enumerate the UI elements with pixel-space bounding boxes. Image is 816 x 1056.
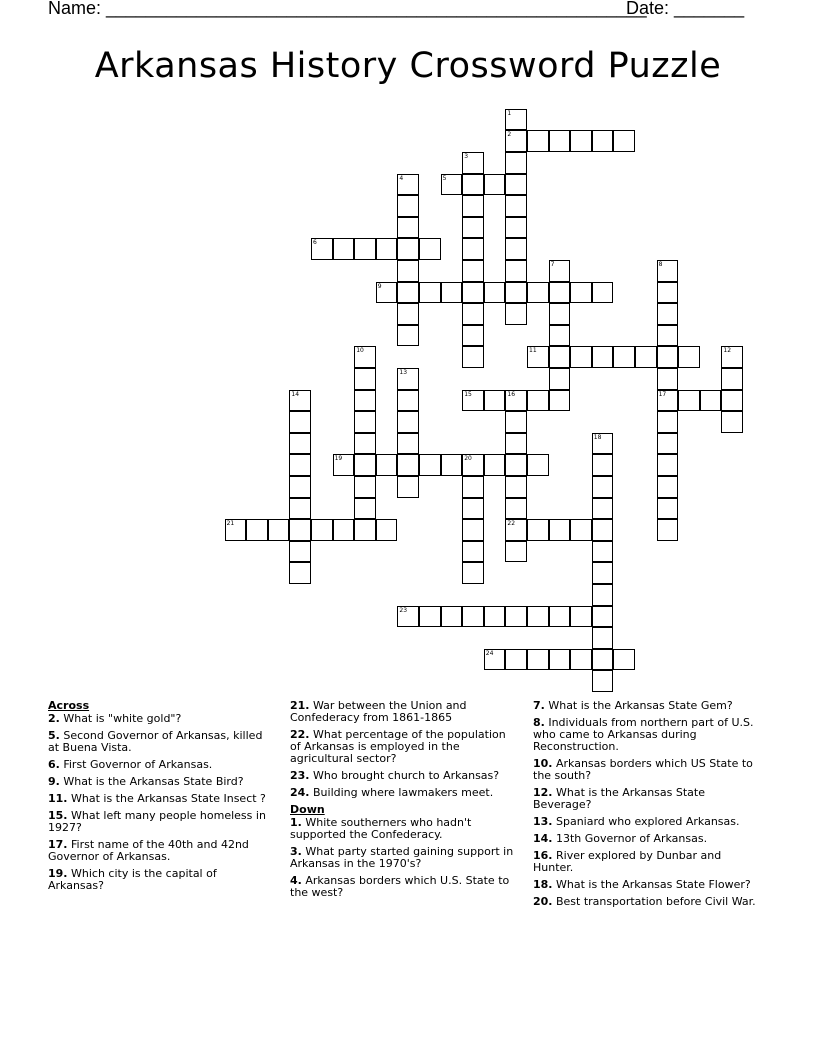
clue-item-text: What percentage of the population of Arkansas is employed in the agricultural sector? [290, 728, 506, 765]
grid-cell[interactable] [354, 519, 376, 541]
clue-number: 3 [464, 153, 469, 160]
grid-cell[interactable] [397, 476, 419, 498]
clue-number: 20 [464, 455, 472, 463]
clue-item-number: 23. [290, 769, 310, 782]
grid-cell[interactable] [570, 346, 592, 368]
grid-cell[interactable] [505, 303, 527, 325]
clue-item-number: 6. [48, 758, 60, 771]
clue-item [290, 700, 518, 724]
grid-cell[interactable] [505, 411, 527, 433]
grid-cell[interactable] [657, 282, 679, 304]
grid-cell[interactable] [657, 433, 679, 455]
clue-item [290, 729, 518, 765]
clue-item-text: What is the Arkansas State Insect ? [67, 792, 266, 805]
clue-item-text: Best transportation before Civil War. [552, 895, 756, 908]
clue-item-text: Who brought church to Arkansas? [309, 769, 500, 782]
grid-cell[interactable] [592, 649, 614, 671]
clue-item [533, 879, 759, 891]
grid-cell[interactable] [462, 217, 484, 239]
clue-item [290, 787, 518, 799]
grid-cell[interactable] [462, 282, 484, 304]
grid-cell[interactable] [354, 368, 376, 390]
grid-cell[interactable] [657, 390, 679, 412]
clue-number: 18 [593, 433, 602, 441]
grid-cell[interactable] [268, 519, 290, 541]
grid-cell[interactable] [549, 260, 571, 282]
clue-number: 12 [723, 347, 732, 355]
grid-cell[interactable] [333, 454, 355, 476]
clue-item-number: 5. [48, 729, 60, 742]
clue-item [48, 713, 274, 725]
grid-cell[interactable] [397, 174, 419, 196]
grid-cell[interactable] [462, 152, 484, 174]
clue-item-number: 1. [290, 816, 302, 829]
grid-cell[interactable] [484, 174, 506, 196]
grid-cell[interactable] [613, 346, 635, 368]
clue-item [533, 850, 759, 874]
grid-cell[interactable] [549, 130, 571, 152]
grid-cell[interactable] [354, 498, 376, 520]
grid-cell[interactable] [592, 562, 614, 584]
grid-cell[interactable] [570, 130, 592, 152]
grid-cell[interactable] [419, 454, 441, 476]
grid-cell[interactable] [592, 282, 614, 304]
grid-cell[interactable] [462, 390, 484, 412]
grid-cell[interactable] [635, 346, 657, 368]
grid-cell[interactable] [505, 649, 527, 671]
grid-cell[interactable] [527, 606, 549, 628]
grid-cell[interactable] [397, 303, 419, 325]
grid-cell[interactable] [419, 282, 441, 304]
clue-number: 23 [399, 606, 408, 614]
grid-cell[interactable] [289, 390, 311, 412]
grid-cell[interactable] [289, 519, 311, 541]
grid-cell[interactable] [505, 606, 527, 628]
down-clue-list [290, 817, 518, 899]
grid-cell[interactable] [397, 260, 419, 282]
clue-item-text: Arkansas borders which US State to the south? [533, 757, 753, 782]
clue-item-number: 11. [48, 792, 68, 805]
grid-cell[interactable] [505, 498, 527, 520]
grid-cell[interactable] [441, 606, 463, 628]
clue-item-text: What is the Arkansas State Beverage? [533, 786, 705, 811]
grid-cell[interactable] [462, 454, 484, 476]
grid-cell[interactable] [505, 152, 527, 174]
grid-cell[interactable] [549, 606, 571, 628]
clue-number: 10 [356, 347, 364, 355]
grid-cell[interactable] [397, 282, 419, 304]
grid-cell[interactable] [397, 195, 419, 217]
grid-cell[interactable] [505, 238, 527, 260]
clue-item [48, 810, 274, 834]
grid-cell[interactable] [462, 238, 484, 260]
grid-cell[interactable] [376, 454, 398, 476]
grid-cell[interactable] [592, 130, 614, 152]
grid-cell[interactable] [376, 238, 398, 260]
grid-cell[interactable] [678, 346, 700, 368]
clue-item-number: 18. [533, 878, 553, 891]
grid-cell[interactable] [592, 606, 614, 628]
grid-cell[interactable] [657, 346, 679, 368]
clue-item-text: What is "white gold"? [59, 712, 182, 725]
clue-item-text: 13th Governor of Arkansas. [552, 832, 708, 845]
clue-item-number: 20. [533, 895, 553, 908]
clue-item [533, 700, 759, 712]
grid-cell[interactable] [549, 368, 571, 390]
page-title: Arkansas History Crossword Puzzle [94, 46, 722, 86]
clue-item-number: 16. [533, 849, 553, 862]
grid-cell[interactable] [354, 238, 376, 260]
clue-item [48, 839, 274, 863]
clue-item-text: What is the Arkansas State Gem? [544, 699, 733, 712]
grid-cell[interactable] [354, 433, 376, 455]
grid-cell[interactable] [505, 433, 527, 455]
grid-cell[interactable] [419, 606, 441, 628]
grid-cell[interactable] [397, 433, 419, 455]
grid-cell[interactable] [527, 282, 549, 304]
date-field-label[interactable]: Date: _______ [626, 0, 745, 18]
clue-number: 16 [507, 390, 516, 398]
grid-cell[interactable] [505, 130, 527, 152]
grid-cell[interactable] [657, 368, 679, 390]
grid-cell[interactable] [289, 562, 311, 584]
clue-item-number: 9. [48, 775, 60, 788]
grid-cell[interactable] [505, 519, 527, 541]
grid-cell[interactable] [289, 454, 311, 476]
across-clue-list [48, 713, 274, 892]
grid-cell[interactable] [397, 217, 419, 239]
grid-cell[interactable] [527, 649, 549, 671]
clue-number: 6 [313, 239, 317, 247]
across-heading: Across [48, 699, 90, 712]
grid-cell[interactable] [484, 454, 506, 476]
clue-number: 21 [226, 520, 235, 528]
clue-item-number: 13. [533, 815, 553, 828]
grid-cell[interactable] [397, 368, 419, 390]
clue-item-number: 3. [290, 845, 302, 858]
grid-cell[interactable] [397, 238, 419, 260]
clue-item-number: 22. [290, 728, 310, 741]
grid-cell[interactable] [462, 174, 484, 196]
grid-cell[interactable] [721, 346, 743, 368]
grid-cell[interactable] [549, 303, 571, 325]
clue-item-text: What party started gaining support in Arkansas in the 1970's? [290, 845, 514, 870]
clue-number: 13 [399, 369, 408, 376]
grid-cell[interactable] [354, 346, 376, 368]
clue-item [48, 776, 274, 788]
clue-item [533, 816, 759, 828]
grid-cell[interactable] [592, 627, 614, 649]
clue-item-text: First name of the 40th and 42nd Governor of Arkansas. [48, 838, 249, 863]
grid-cell[interactable] [505, 476, 527, 498]
grid-cell[interactable] [505, 195, 527, 217]
grid-cell[interactable] [527, 130, 549, 152]
grid-cell[interactable] [549, 519, 571, 541]
clue-item-text: Which city is the capital of Arkansas? [48, 867, 217, 892]
clue-item [290, 875, 518, 899]
grid-cell[interactable] [289, 541, 311, 563]
grid-cell[interactable] [462, 476, 484, 498]
grid-cell[interactable] [289, 498, 311, 520]
clue-item-number: 19. [48, 867, 68, 880]
clue-item-text: First Governor of Arkansas. [59, 758, 213, 771]
grid-cell[interactable] [441, 454, 463, 476]
name-field-label[interactable]: Name: ______________________________________________________ [48, 0, 647, 18]
clue-item [533, 758, 759, 782]
down-heading: Down [290, 803, 325, 816]
grid-cell[interactable] [354, 454, 376, 476]
grid-cell[interactable] [311, 519, 333, 541]
grid-cell[interactable] [721, 411, 743, 433]
clue-number: 11 [529, 347, 537, 355]
grid-cell[interactable] [613, 649, 635, 671]
clue-item-number: 15. [48, 809, 68, 822]
clue-item [48, 793, 274, 805]
grid-cell[interactable] [462, 260, 484, 282]
grid-cell[interactable] [505, 454, 527, 476]
grid-cell[interactable] [657, 519, 679, 541]
grid-cell[interactable] [505, 541, 527, 563]
grid-cell[interactable] [376, 282, 398, 304]
clue-item [290, 817, 518, 841]
clue-item-text: War between the Union and Confederacy from 1861-1865 [290, 699, 467, 724]
grid-cell[interactable] [484, 649, 506, 671]
grid-cell[interactable] [721, 368, 743, 390]
grid-cell[interactable] [657, 498, 679, 520]
grid-cell[interactable] [549, 649, 571, 671]
grid-cell[interactable] [592, 498, 614, 520]
across-clue-list-continued [290, 700, 518, 799]
clue-item-text: Arkansas borders which U.S. State to the west? [290, 874, 510, 899]
grid-cell[interactable] [484, 282, 506, 304]
grid-cell[interactable] [397, 411, 419, 433]
grid-cell[interactable] [354, 411, 376, 433]
clue-number: 1 [507, 109, 512, 117]
grid-cell[interactable] [333, 238, 355, 260]
grid-cell[interactable] [592, 584, 614, 606]
clue-item-text: White southerners who hadn't supported the Confederacy. [290, 816, 472, 841]
clue-number: 4 [399, 174, 404, 182]
grid-cell[interactable] [462, 346, 484, 368]
grid-cell[interactable] [354, 476, 376, 498]
grid-cell[interactable] [505, 217, 527, 239]
clue-item [48, 868, 274, 892]
clue-item-text: River explored by Dunbar and Hunter. [533, 849, 722, 874]
clue-number: 7 [550, 261, 555, 268]
clue-item-number: 12. [533, 786, 553, 799]
grid-cell[interactable] [505, 109, 527, 131]
grid-cell[interactable] [527, 390, 549, 412]
grid-cell[interactable] [441, 174, 463, 196]
grid-cell[interactable] [462, 325, 484, 347]
grid-cell[interactable] [721, 390, 743, 412]
grid-cell[interactable] [397, 390, 419, 412]
grid-cell[interactable] [700, 390, 722, 412]
grid-cell[interactable] [462, 562, 484, 584]
clue-number: 5 [442, 174, 447, 182]
grid-cell[interactable] [592, 519, 614, 541]
clue-item-text: Spaniard who explored Arkansas. [552, 815, 740, 828]
grid-cell[interactable] [570, 606, 592, 628]
grid-cell[interactable] [527, 346, 549, 368]
grid-cell[interactable] [397, 325, 419, 347]
grid-cell[interactable] [657, 454, 679, 476]
grid-cell[interactable] [289, 476, 311, 498]
clue-item-number: 10. [533, 757, 553, 770]
grid-cell[interactable] [657, 325, 679, 347]
clue-number: 15 [464, 390, 472, 398]
grid-cell[interactable] [592, 454, 614, 476]
grid-cell[interactable] [289, 411, 311, 433]
grid-cell[interactable] [462, 303, 484, 325]
grid-cell[interactable] [441, 282, 463, 304]
grid-cell[interactable] [505, 174, 527, 196]
grid-cell[interactable] [462, 195, 484, 217]
clue-number: 17 [658, 390, 667, 398]
clue-item [290, 770, 518, 782]
clue-number: 22 [507, 520, 516, 528]
clue-item [533, 833, 759, 845]
grid-cell[interactable] [397, 606, 419, 628]
grid-cell[interactable] [505, 390, 527, 412]
grid-cell[interactable] [592, 476, 614, 498]
clue-item [533, 896, 759, 908]
clue-item-number: 24. [290, 786, 310, 799]
clue-item [48, 730, 274, 754]
grid-cell[interactable] [397, 454, 419, 476]
clue-item [290, 846, 518, 870]
grid-cell[interactable] [549, 282, 571, 304]
grid-cell[interactable] [484, 606, 506, 628]
clue-item-number: 7. [533, 699, 545, 712]
clue-number: 14 [291, 390, 300, 398]
grid-cell[interactable] [592, 670, 614, 692]
clue-item-number: 4. [290, 874, 302, 887]
clue-item-text: What is the Arkansas State Bird? [59, 775, 244, 788]
clue-item [533, 717, 759, 753]
grid-cell[interactable] [527, 519, 549, 541]
grid-cell[interactable] [657, 303, 679, 325]
grid-cell[interactable] [225, 519, 247, 541]
grid-cell[interactable] [592, 541, 614, 563]
grid-cell[interactable] [549, 346, 571, 368]
clues-column-3 [533, 700, 759, 913]
grid-cell[interactable] [657, 411, 679, 433]
grid-cell[interactable] [592, 433, 614, 455]
grid-cell[interactable] [549, 325, 571, 347]
grid-cell[interactable] [354, 390, 376, 412]
grid-cell[interactable] [462, 519, 484, 541]
grid-cell[interactable] [549, 390, 571, 412]
down-clue-list-continued [533, 700, 759, 908]
clue-number: 2 [507, 131, 512, 139]
clue-item-text: What left many people homeless in 1927? [48, 809, 266, 834]
clue-item-number: 2. [48, 712, 60, 725]
grid-cell[interactable] [657, 260, 679, 282]
grid-cell[interactable] [246, 519, 268, 541]
clues-column-1 [48, 700, 274, 897]
grid-cell[interactable] [462, 541, 484, 563]
grid-cell[interactable] [484, 390, 506, 412]
clue-item-number: 8. [533, 716, 545, 729]
clue-item [48, 759, 274, 771]
grid-cell[interactable] [333, 519, 355, 541]
clue-number: 9 [377, 282, 382, 290]
clue-item-text: Individuals from northern part of U.S. who came to Arkansas during Reconstruction. [533, 716, 754, 753]
clue-item-text: What is the Arkansas State Flower? [552, 878, 751, 891]
grid-cell[interactable] [311, 238, 333, 260]
clue-item-text: Second Governor of Arkansas, killed at Buena Vista. [48, 729, 263, 754]
clue-item-number: 14. [533, 832, 553, 845]
clue-item-text: Building where lawmakers meet. [309, 786, 494, 799]
grid-cell[interactable] [678, 390, 700, 412]
clue-number: 19 [334, 455, 343, 463]
grid-cell[interactable] [419, 238, 441, 260]
grid-cell[interactable] [570, 519, 592, 541]
grid-cell[interactable] [289, 433, 311, 455]
grid-cell[interactable] [462, 498, 484, 520]
grid-cell[interactable] [527, 454, 549, 476]
grid-cell[interactable] [570, 649, 592, 671]
clue-item [533, 787, 759, 811]
clue-item-number: 17. [48, 838, 68, 851]
clues-column-2 [290, 700, 518, 904]
grid-cell[interactable] [376, 519, 398, 541]
clue-item-number: 21. [290, 699, 310, 712]
grid-cell[interactable] [657, 476, 679, 498]
grid-cell[interactable] [592, 346, 614, 368]
grid-cell[interactable] [505, 260, 527, 282]
clue-number: 8 [658, 261, 663, 268]
clue-number: 24 [485, 649, 494, 657]
grid-cell[interactable] [505, 282, 527, 304]
grid-cell[interactable] [570, 282, 592, 304]
grid-cell[interactable] [462, 606, 484, 628]
grid-cell[interactable] [613, 130, 635, 152]
